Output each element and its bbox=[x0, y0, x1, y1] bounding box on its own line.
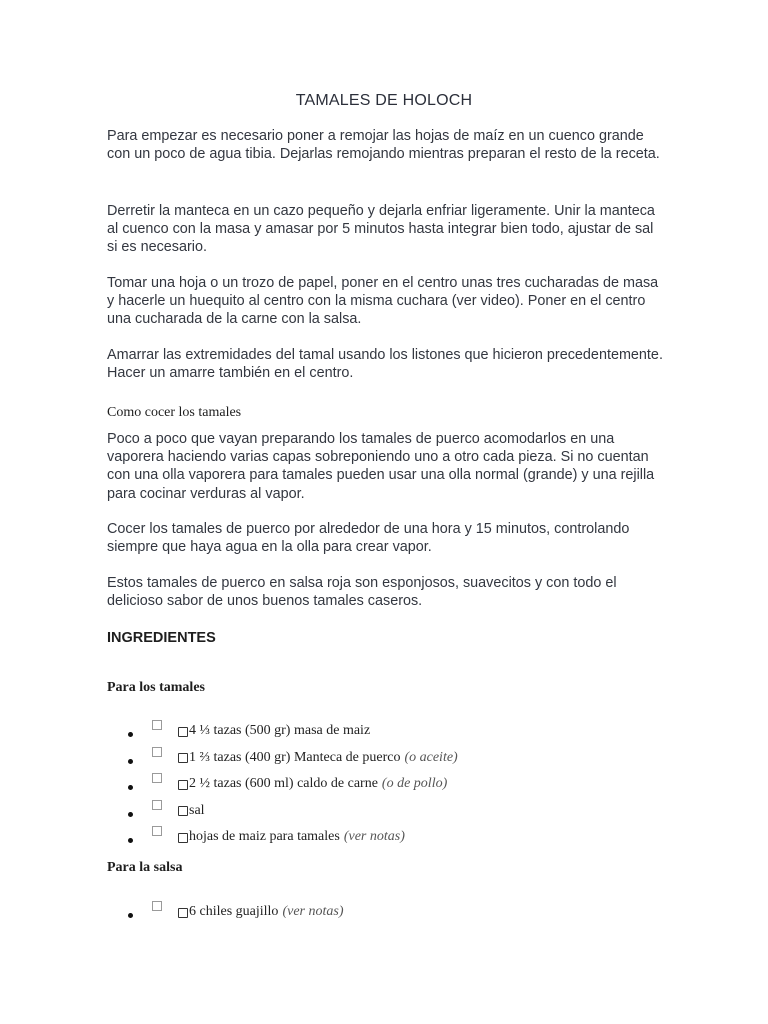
intro-paragraph-4: Amarrar las extremidades del tamal usando los listones que hicieron precedentemente. Hacer un amarre también en el centro. bbox=[107, 347, 663, 382]
ingredient-entry bbox=[178, 776, 447, 792]
ingredients-heading: INGREDIENTES bbox=[107, 630, 216, 646]
checkbox-icon[interactable] bbox=[152, 720, 162, 730]
checkbox-icon[interactable] bbox=[152, 773, 162, 783]
checkbox-icon[interactable] bbox=[152, 800, 162, 810]
checkbox-icon[interactable] bbox=[178, 780, 188, 790]
checkbox-icon[interactable] bbox=[152, 901, 162, 911]
ingredient-note: (ver notas) bbox=[343, 829, 405, 844]
ingredient-text: 2 ½ tazas (600 ml) caldo de carne bbox=[189, 776, 378, 791]
checkbox-icon[interactable] bbox=[178, 727, 188, 737]
list-item bbox=[0, 904, 768, 931]
ingredient-entry bbox=[178, 829, 405, 845]
checkbox-icon[interactable] bbox=[178, 908, 188, 918]
intro-paragraph-1: Para empezar es necesario poner a remojar las hojas de maíz en un cuenco grande con un poco de agua tibia. Dejarlas remojando mientras preparan el resto de la receta. bbox=[107, 128, 660, 163]
cook-paragraph-2: Cocer los tamales de puerco por alrededor de una hora y 15 minutos, controlando siempre que haya agua en la olla para crear vapor. bbox=[107, 521, 630, 556]
checkbox-icon[interactable] bbox=[152, 826, 162, 836]
ingredient-text: 6 chiles guajillo bbox=[189, 904, 279, 919]
tamales-ingredient-list bbox=[0, 723, 768, 856]
list-item bbox=[0, 776, 768, 803]
cook-paragraph-3: Estos tamales de puerco en salsa roja son esponjosos, suavecitos y con todo el delicioso sabor de unos buenos tamales caseros. bbox=[107, 575, 617, 610]
ingredient-note: (o de pollo) bbox=[381, 776, 448, 791]
checkbox-icon[interactable] bbox=[152, 747, 162, 757]
checkbox-icon[interactable] bbox=[178, 806, 188, 816]
bullet-icon bbox=[128, 838, 133, 843]
ingredient-entry bbox=[178, 803, 205, 819]
bullet-icon bbox=[128, 913, 133, 918]
ingredient-note: (o aceite) bbox=[404, 749, 458, 765]
list-item bbox=[0, 750, 768, 777]
intro-paragraph-2: Derretir la manteca en un cazo pequeño y dejarla enfriar ligeramente. Unir la manteca al cuenco con la masa y amasar por 5 minutos hasta integrar bien todo, ajustar de sal si es necesario. bbox=[107, 203, 655, 256]
ingredient-text: 4 ⅓ tazas (500 gr) masa de maiz bbox=[189, 723, 371, 738]
tamales-heading: Para los tamales bbox=[107, 680, 205, 695]
bullet-icon bbox=[128, 759, 133, 764]
ingredient-entry bbox=[178, 723, 370, 739]
salsa-heading: Para la salsa bbox=[107, 860, 183, 875]
bullet-icon bbox=[128, 812, 133, 817]
bullet-icon bbox=[128, 732, 133, 737]
cook-heading: Como cocer los tamales bbox=[107, 405, 242, 420]
checkbox-icon[interactable] bbox=[178, 833, 188, 843]
ingredient-entry bbox=[178, 750, 458, 766]
list-item bbox=[0, 803, 768, 830]
cook-paragraph-1: Poco a poco que vayan preparando los tamales de puerco acomodarlos en una vaporera haciendo varias capas sobreponiendo uno a otro cada pieza. Si no cuentan con una olla vaporera para tamales pueden usar una olla normal (grande) y una rejilla para cocinar verduras al vapor. bbox=[107, 431, 655, 502]
list-item bbox=[0, 829, 768, 856]
checkbox-icon[interactable] bbox=[178, 753, 188, 763]
intro-paragraph-3: Tomar una hoja o un trozo de papel, poner en el centro unas tres cucharadas de masa y hacerle un huequito al centro con la misma cuchara (ver video). Poner en el centro una cucharada de la carne con la salsa. bbox=[107, 275, 659, 328]
page-title: TAMALES DE HOLOCH bbox=[295, 92, 473, 109]
ingredient-text: sal bbox=[189, 802, 205, 818]
ingredient-text: 1 ⅔ tazas (400 gr) Manteca de puerco bbox=[189, 749, 401, 765]
list-item bbox=[0, 723, 768, 750]
ingredient-text: hojas de maiz para tamales bbox=[189, 829, 340, 844]
ingredient-note: (ver notas) bbox=[282, 904, 344, 919]
ingredient-entry bbox=[178, 904, 343, 920]
bullet-icon bbox=[128, 785, 133, 790]
salsa-ingredient-list bbox=[0, 904, 768, 931]
